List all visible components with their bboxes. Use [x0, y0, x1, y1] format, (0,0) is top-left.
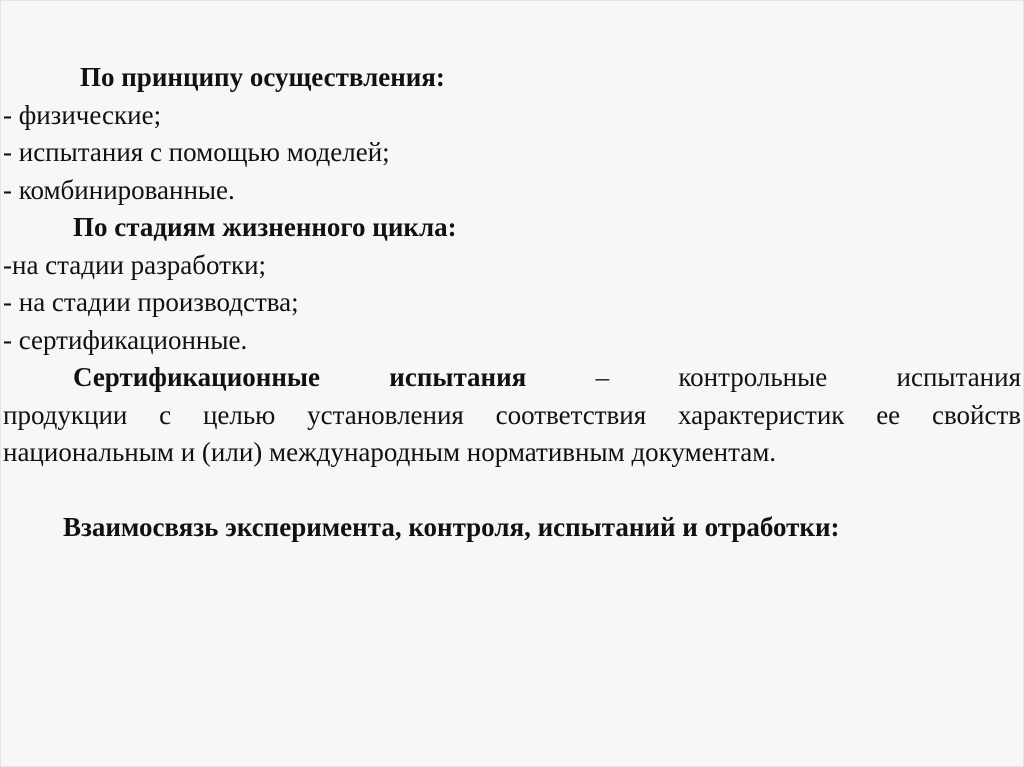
section-lifecycle-heading: По стадиям жизненного цикла:	[73, 212, 457, 242]
list-item-combined: - комбинированные.	[3, 174, 235, 205]
definition-line-2: продукции с целью установления соответствия характеристик ее свойств	[3, 399, 1021, 430]
section-principle-heading: По принципу осуществления:	[80, 62, 445, 92]
list-item-model-tests: - испытания с помощью моделей;	[3, 137, 390, 167]
spacer	[3, 472, 1021, 509]
list-item-certification: - сертификационные.	[3, 324, 248, 355]
slide-content	[3, 59, 1021, 546]
certification-definition	[3, 359, 1021, 472]
closing-heading: Взаимосвязь эксперимента, контроля, испытаний и отработки:	[63, 511, 840, 542]
list-item-development-stage: -на стадии разработки;	[3, 249, 267, 280]
definition-line-1-rest: – контрольные испытания	[526, 362, 1021, 392]
definition-line-3: национальным и (или) международным нормативным документам.	[3, 437, 777, 467]
list-item-physical: - физические;	[3, 99, 162, 130]
definition-term: Сертификационные испытания	[73, 362, 527, 392]
definition-line-1	[3, 359, 1021, 397]
list-item-production-stage: - на стадии производства;	[3, 287, 299, 317]
